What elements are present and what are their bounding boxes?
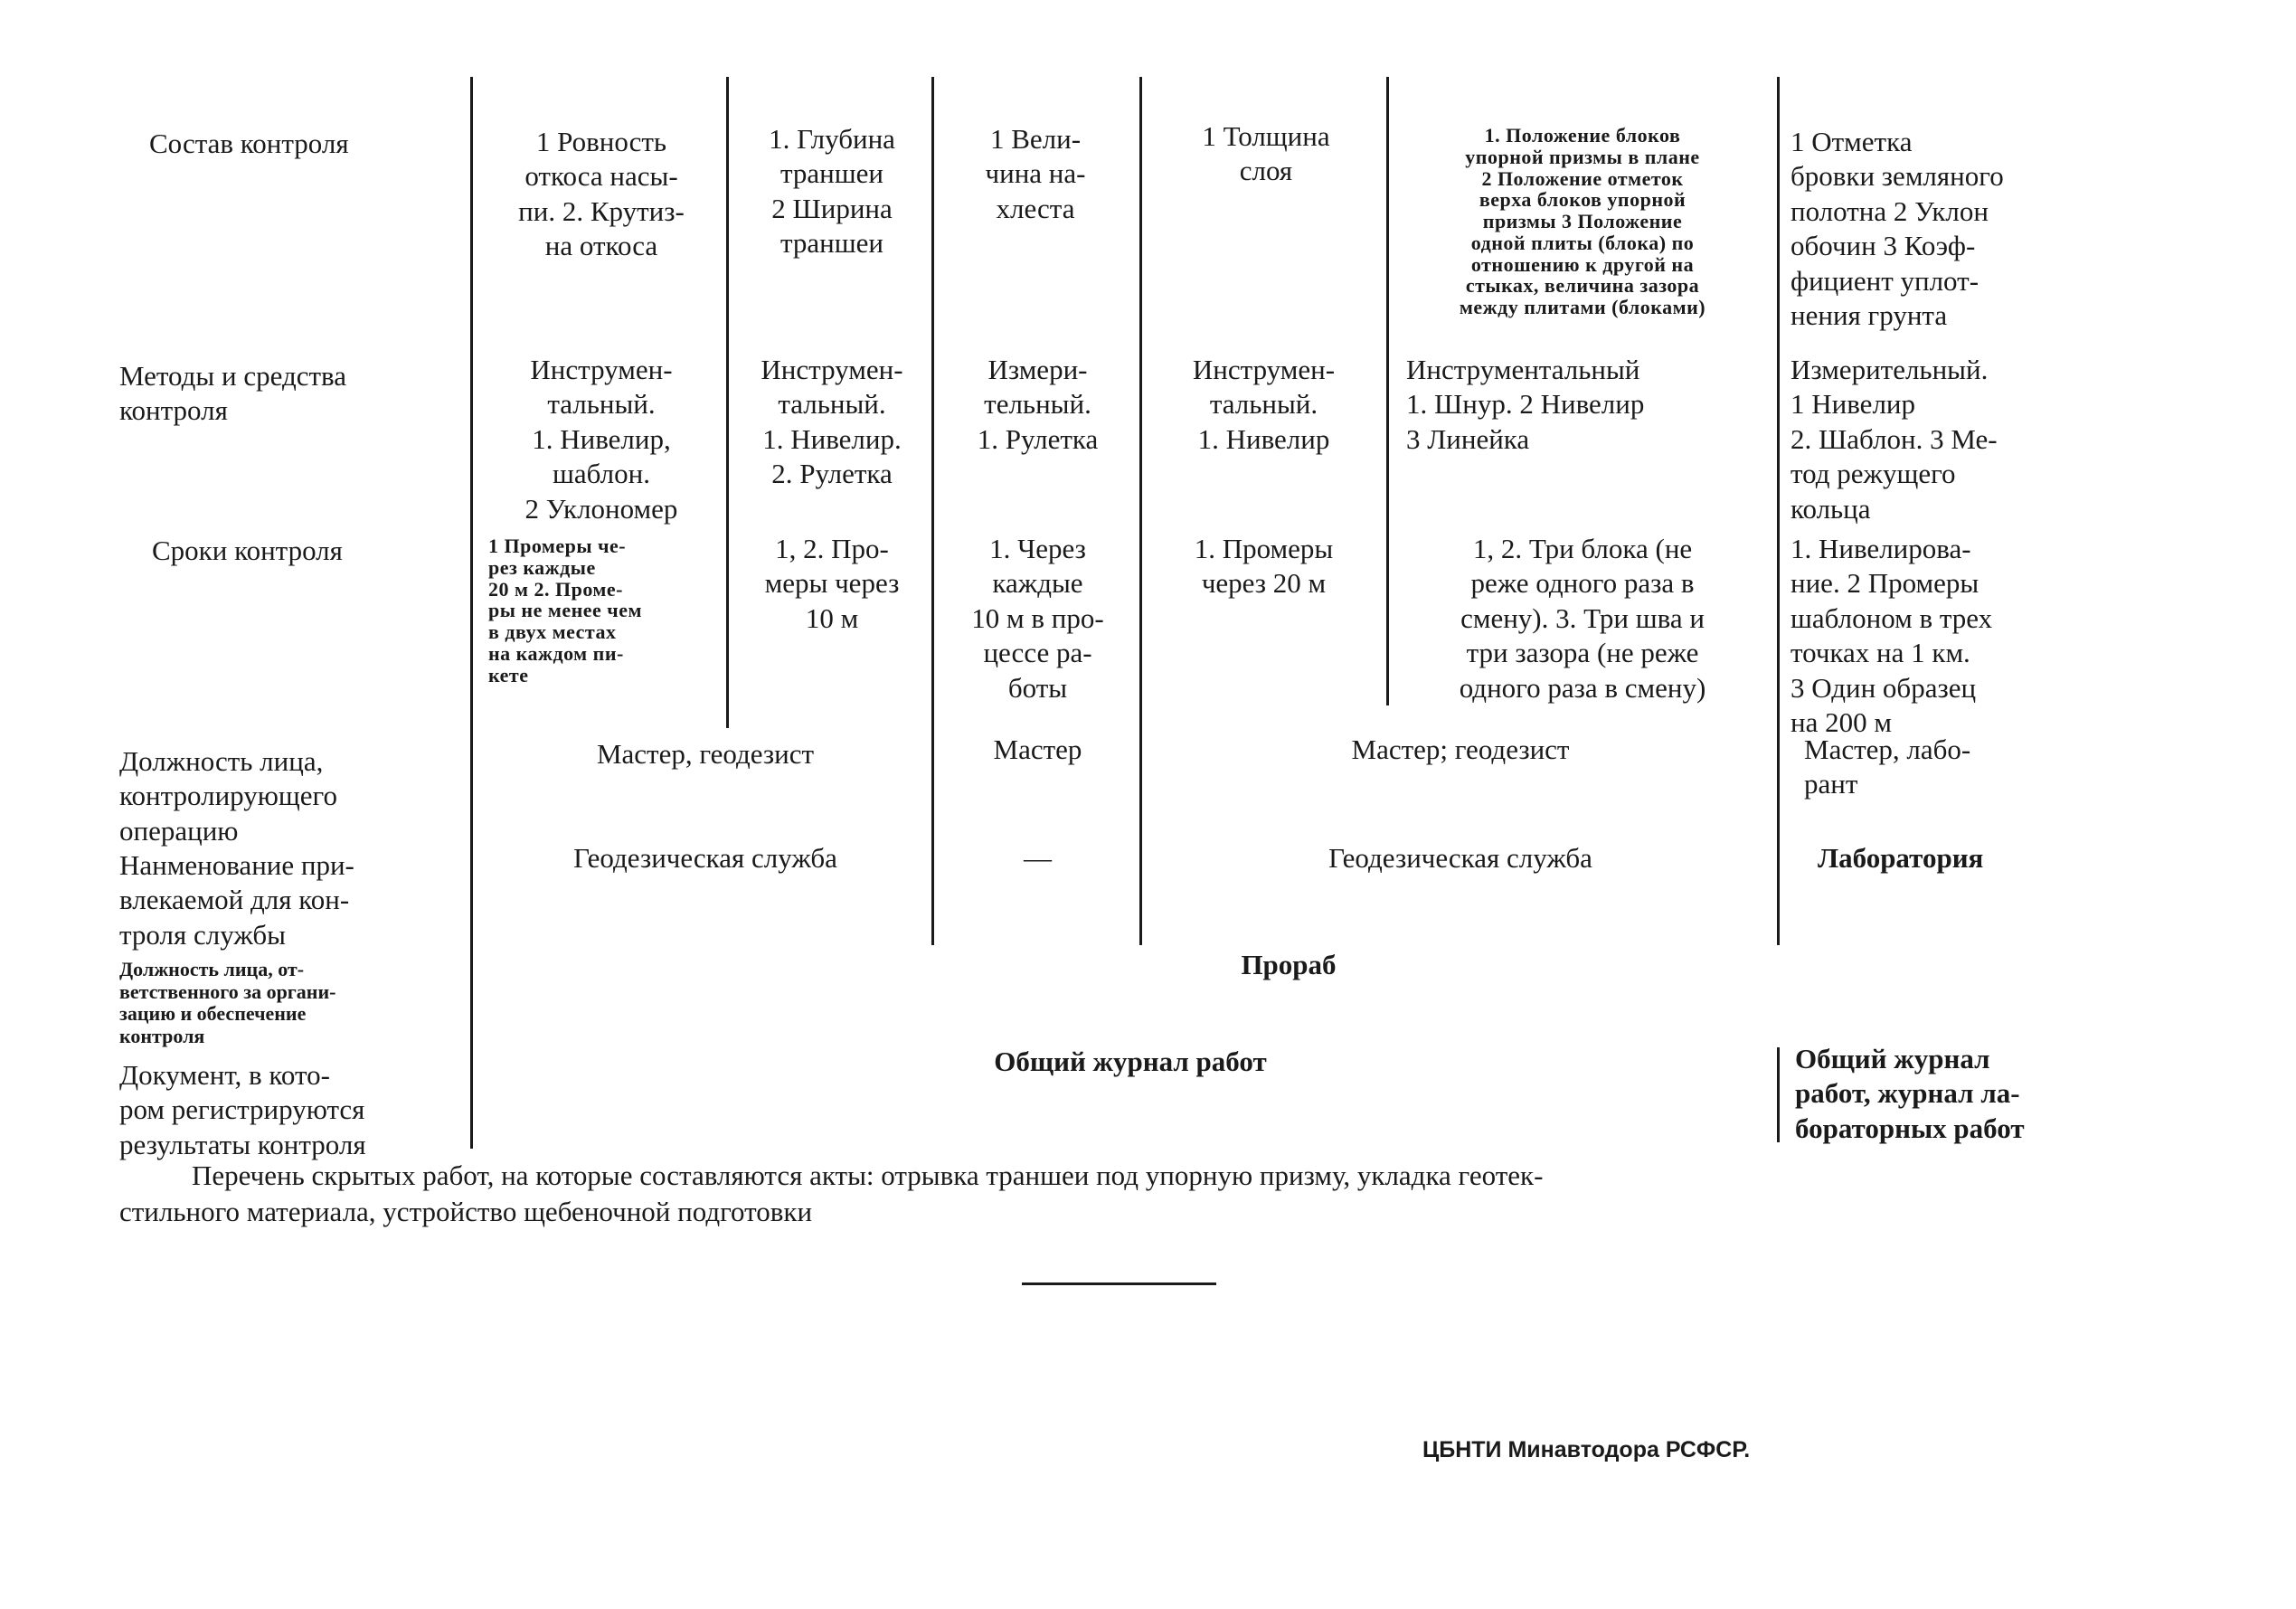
composition-cell-2: 1. Глубина траншеи 2 Ширина траншеи	[769, 123, 895, 260]
position-cell-b: Мастер	[993, 734, 1082, 765]
column-rule-3	[931, 77, 934, 945]
composition-cell-1: 1 Ровность откоса насы- пи. 2. Крутиз- на откоса	[518, 126, 685, 262]
composition-cell-5: 1. Положение блоков упорной призмы в плане 2 Положение отметок верха блоков упорной призмы 3 Положение одной плиты (блока) по отношению к другой на стыках, величина зазора между плитами (блоками)	[1459, 124, 1706, 318]
row-label-document: Документ, в кото- ром регистрируются результаты контроля	[119, 1059, 366, 1160]
service-cell-d: Лаборатория	[1818, 842, 1984, 874]
timing-cell-6: 1. Нивелирова- ние. 2 Промеры шаблоном в трех точках на 1 км. 3 Один образец на 200 м	[1791, 533, 1993, 739]
timing-cell-2: 1, 2. Про- меры через 10 м	[764, 533, 900, 634]
column-rule-6	[1777, 77, 1780, 945]
methods-cell-6: Измерительный. 1 Нивелир 2. Шаблон. 3 Ме- тод режущего кольца	[1791, 354, 1998, 525]
service-cell-a: Геодезическая служба	[573, 842, 837, 874]
timing-cell-5: 1, 2. Три блока (не реже одного раза в смену). 3. Три шва и три зазора (не реже одного раза в смену)	[1459, 533, 1706, 704]
hidden-works-footnote: Перечень скрытых работ, на которые составляются акты: отрывка траншеи под упорную призму, укладка геотек- стильного материала, устройство щебеночной подготовки	[119, 1159, 1544, 1227]
position-cell-a: Мастер, геодезист	[596, 738, 815, 770]
row-label-responsible: Должность лица, от- ветственного за органи- зацию и обеспечение контроля	[119, 958, 336, 1047]
methods-cell-1: Инструмен- тальный. 1. Нивелир, шаблон. 2 Уклономер	[524, 354, 678, 525]
row-label-composition: Состав контроля	[149, 128, 349, 159]
timing-cell-4: 1. Промеры через 20 м	[1194, 533, 1334, 600]
row-label-methods: Методы и средства контроля	[119, 360, 347, 427]
row-label-timing: Сроки контроля	[152, 535, 343, 566]
timing-cell-1: 1 Промеры че- рез каждые 20 м 2. Проме- ры не менее чем в двух местах на каждом пи- кете	[488, 535, 642, 686]
methods-cell-3: Измери- тельный. 1. Рулетка	[977, 354, 1099, 455]
service-cell-c: Геодезическая служба	[1328, 842, 1592, 874]
column-rule-4	[1139, 77, 1142, 945]
methods-cell-4: Инструмен- тальный. 1. Нивелир	[1192, 354, 1336, 455]
composition-cell-4: 1 Толщина слоя	[1202, 120, 1330, 187]
row-label-service: Нанменование при- влекаемой для кон- троля службы	[119, 849, 354, 951]
column-rule-1	[470, 77, 473, 1149]
timing-cell-3: 1. Через каждые 10 м в про- цессе ра- боты	[971, 533, 1104, 704]
methods-cell-5: Инструментальный 1. Шнур. 2 Нивелир 3 Линейка	[1406, 354, 1645, 455]
position-cell-c: Мастер; геодезист	[1351, 734, 1570, 765]
row-label-position: Должность лица, контролирующего операцию	[119, 745, 337, 847]
position-cell-d: Мастер, лабо- рант	[1804, 734, 1971, 800]
document-cell-a: Общий журнал работ	[994, 1046, 1267, 1077]
separator-rule	[1022, 1282, 1216, 1285]
composition-cell-6: 1 Отметка бровки земляного полотна 2 Уклон обочин 3 Коэф- фициент уплот- нения грунта	[1791, 126, 2004, 332]
composition-cell-3: 1 Вели- чина на- хлеста	[985, 123, 1086, 224]
publisher-imprint: ЦБНТИ Минавтодора РСФСР.	[1422, 1437, 1751, 1462]
column-rule-2	[726, 77, 729, 728]
column-rule-6b	[1777, 1047, 1780, 1142]
document-cell-b: Общий журнал работ, журнал ла- бораторных работ	[1795, 1043, 2025, 1144]
responsible-cell: Прораб	[1241, 949, 1337, 980]
methods-cell-2: Инструмен- тальный. 1. Нивелир. 2. Рулетка	[761, 354, 903, 490]
column-rule-5	[1386, 77, 1389, 705]
service-cell-b: —	[1024, 842, 1052, 874]
